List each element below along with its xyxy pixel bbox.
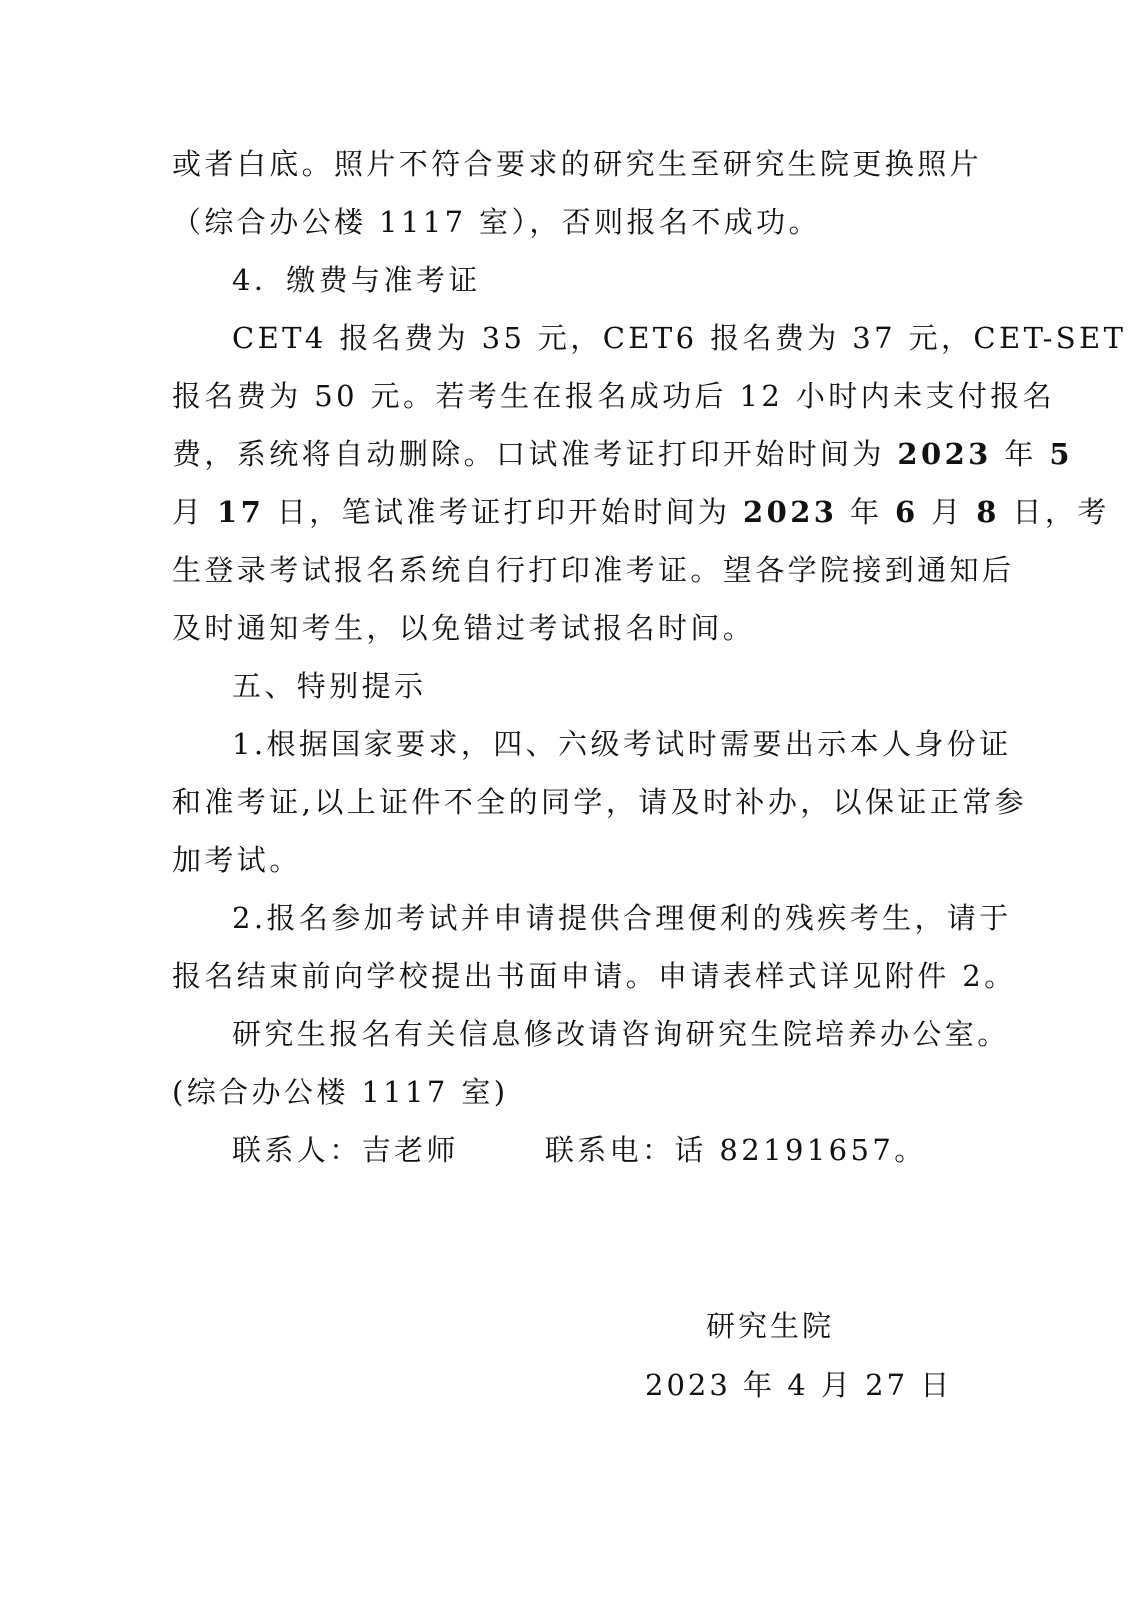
text-line-8: 生登录考试报名系统自行打印准考证。望各学院接到通知后 — [172, 553, 1015, 587]
text-segment: 费，系统将自动删除。口试准考证打印开始时间为 — [172, 437, 898, 471]
text-line-14: 2.报名参加考试并申请提供合理便利的残疾考生，请于 — [232, 901, 1012, 935]
contact-person: 联系人：吉老师 — [232, 1133, 459, 1167]
section-heading-special-notice: 五、特别提示 — [232, 669, 427, 703]
text-line-9: 及时通知考生，以免错过考试报名时间。 — [172, 611, 756, 645]
contact-phone: 联系电：话 82191657。 — [544, 1133, 927, 1167]
bold-year: 2023 — [743, 495, 838, 529]
text-line-16: 研究生报名有关信息修改请咨询研究生院培养办公室。 — [232, 1017, 1010, 1051]
contact-line — [232, 1121, 962, 1179]
text-segment: 年 — [991, 437, 1050, 471]
section-heading-payment: 4．缴费与准考证 — [232, 263, 481, 297]
text-line-11: 1.根据国家要求，四、六级考试时需要出示本人身份证 — [232, 727, 1012, 761]
text-segment: 月 — [918, 495, 977, 529]
text-segment: 日，笔试准考证打印开始时间为 — [264, 495, 744, 529]
text-line-1: 或者白底。照片不符合要求的研究生至研究生院更换照片 — [172, 147, 983, 181]
text-segment: 月 — [172, 495, 218, 529]
bold-year: 2023 — [897, 437, 992, 471]
bold-month: 5 — [1049, 437, 1073, 471]
text-line-fees: CET4 报名费为 35 元，CET6 报名费为 37 元，CET-SET — [232, 321, 1127, 355]
text-line-12: 和准考证,以上证件不全的同学，请及时补办，以保证正常参 — [172, 785, 1028, 819]
bold-day: 17 — [217, 495, 265, 529]
bold-day: 8 — [976, 495, 1000, 529]
signature-org: 研究生院 — [706, 1309, 835, 1343]
text-line-7 — [172, 483, 1110, 541]
text-segment: 日，考 — [999, 495, 1110, 529]
text-line-15: 报名结束前向学校提出书面申请。申请表样式详见附件 2。 — [172, 959, 1017, 993]
text-line-5: 报名费为 50 元。若考生在报名成功后 12 小时内未支付报名 — [172, 379, 1056, 413]
text-line-6 — [172, 425, 1073, 483]
text-segment: 年 — [837, 495, 896, 529]
bold-month: 6 — [895, 495, 919, 529]
text-line-17: (综合办公楼 1117 室) — [172, 1075, 509, 1109]
signature-date: 2023 年 4 月 27 日 — [645, 1368, 953, 1402]
text-line-2: （综合办公楼 1117 室），否则报名不成功。 — [172, 205, 821, 239]
text-line-13: 加考试。 — [172, 843, 302, 877]
